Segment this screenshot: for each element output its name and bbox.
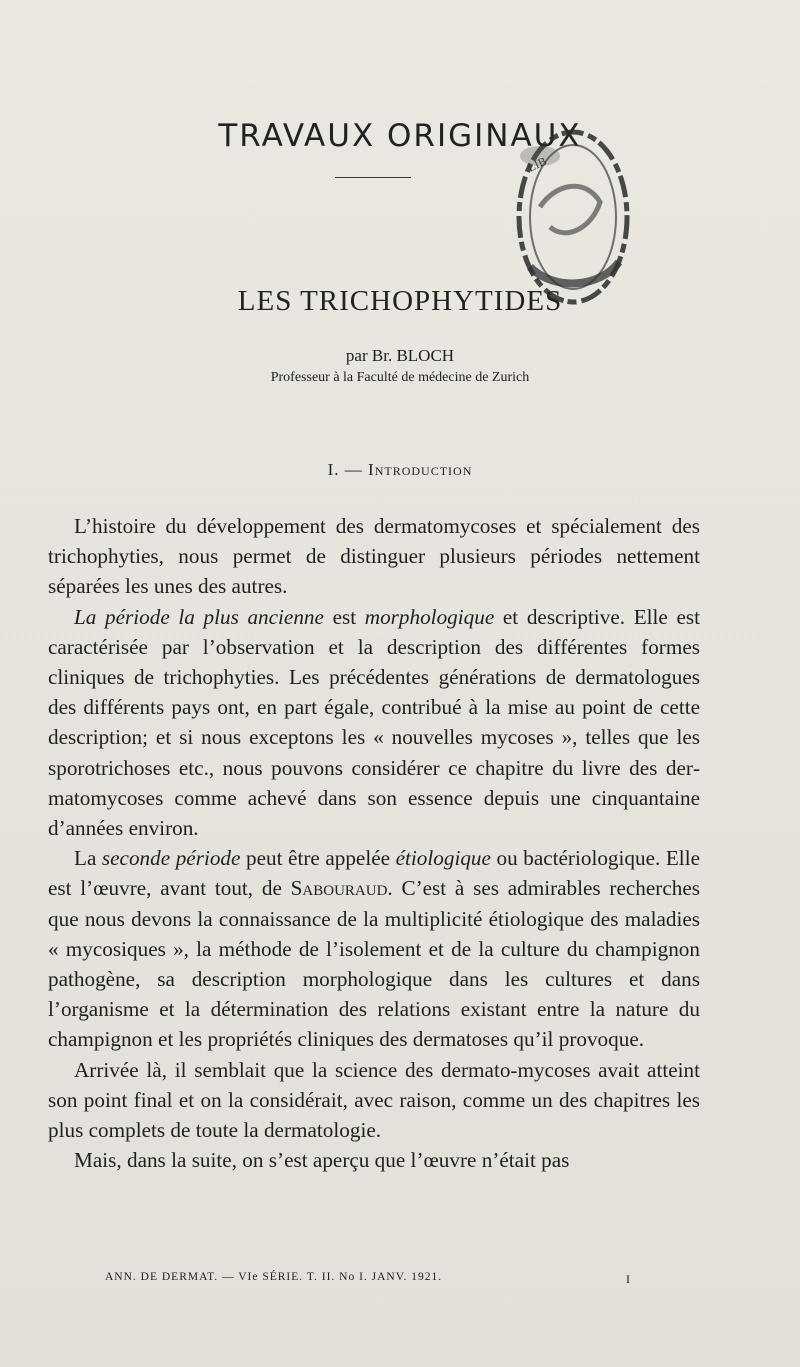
title-rule: [335, 177, 411, 178]
italic-span: seconde période: [101, 846, 241, 871]
text-span: peut être appelée: [240, 846, 396, 871]
body-text: [48, 511, 700, 1175]
paragraph: [48, 1145, 700, 1175]
text-span: . C’est à ses admirables recherches que nous devons la connaissance de la multiplicité étiologique des maladies « mycosiques », la méthode de l’isolement et de la culture du champignon pathogène, sa description morphologique dans les cultures et dans l’organisme et la détermination des relations existant entre la nature du champignon et les propriétés cliniques des dermatoses qu’il provoque.: [48, 876, 700, 1052]
section-heading-text: I. — Introduction: [327, 460, 473, 479]
paragraph: [48, 511, 700, 602]
page-folio: I: [626, 1272, 630, 1286]
text-span: Mais, dans la suite, on s’est aperçu que l’œuvre n’était pas: [74, 1148, 570, 1173]
section-heading: [0, 460, 800, 480]
italic-span: La période la plus ancienne: [74, 604, 324, 629]
author-affiliation: Professeur à la Faculté de médecine de Zurich: [270, 370, 530, 385]
text-span: et descriptive. Elle est caractérisée par l’observation et la description des différentes formes cliniques de trichophyties. Les précédentes générations de dermatologues des différents pays ont, en part égale, contribué à la mise au point de cette description; et si nous exceptons les « nouvelles mycoses », telles que les sporotrichoses etc., nous pouvons considérer ce chapitre du livre des dermatomycoses comme achevé dans son essence depuis une cinquantaine d’années environ.: [48, 604, 701, 841]
text-span: ou bactériologique. Elle est l’œuvre, avant tout, de: [48, 846, 700, 901]
text-span: Arrivée là, il semblait que la science des dermato-mycoses avait atteint son point final et on la considérait, avec raison, comme un des chapitres les plus complets de toute la dermatologie.: [48, 1057, 700, 1143]
paragraph: [48, 1055, 700, 1146]
text-span: est: [323, 604, 365, 629]
page-footer: ANN. DE DERMAT. — VIe SÉRIE. T. II. No I. JANV. 1921.: [105, 1271, 443, 1283]
article-title: LES TRICHOPHYTIDES: [237, 285, 563, 317]
text-span: L’histoire du développement des dermatomycoses et spécialement des trichophyties, nous permet de distinguer plusieurs périodes nettement séparées les unes des autres.: [48, 514, 700, 599]
author-line: par Br. BLOCH: [345, 346, 455, 365]
text-span: La: [74, 846, 102, 871]
svg-text:LIB: LIB: [525, 153, 549, 175]
journal-heading: TRAVAUX ORIGINAUX: [218, 118, 582, 154]
paragraph: [48, 843, 700, 1054]
italic-span: morphologique: [364, 604, 495, 629]
paragraph: [48, 602, 700, 844]
stamp-smudge: [520, 146, 560, 166]
smallcaps-span: Sabouraud: [290, 876, 388, 901]
italic-span: étiologique: [395, 846, 491, 871]
